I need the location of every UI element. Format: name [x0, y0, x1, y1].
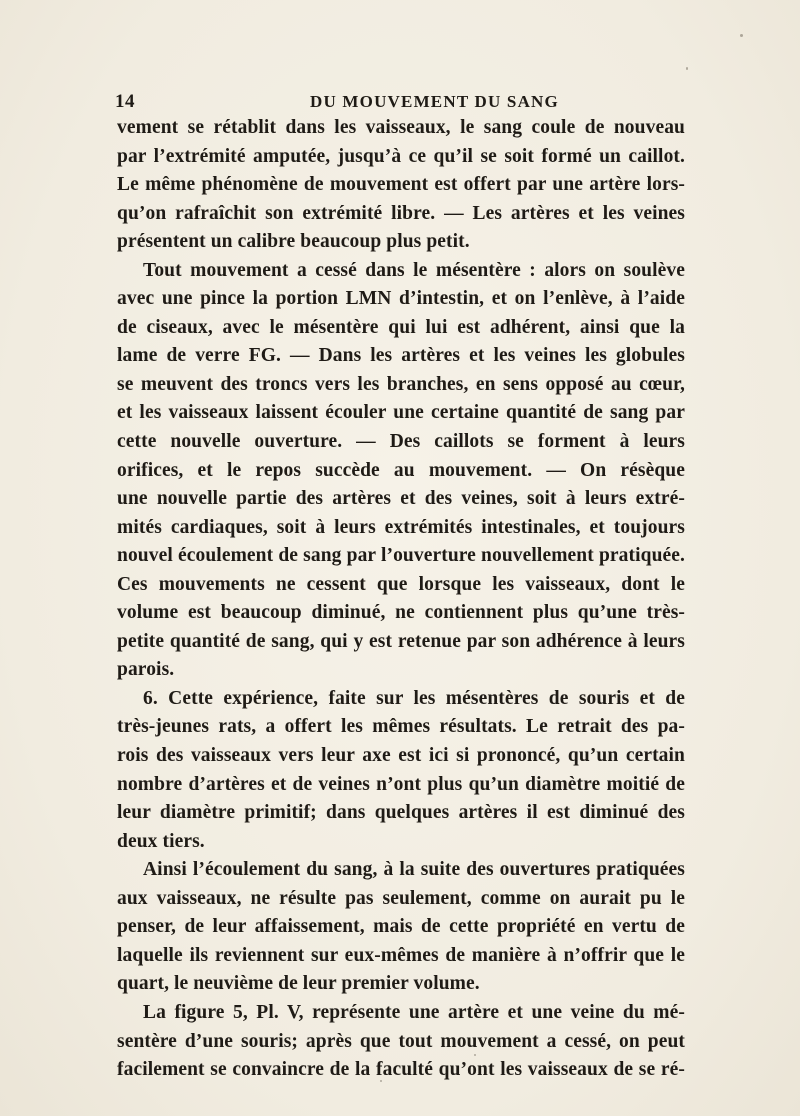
text-line: cette nouvelle ouverture. — Des caillots se forment à leurs — [117, 431, 685, 453]
text-line: nombre d’artères et de veines n’ont plus qu’un diamètre moitié de — [117, 773, 685, 795]
paper-speck — [740, 34, 743, 37]
text-line: La figure 5, Pl. V, représente une artère et une veine du mé- — [143, 1001, 685, 1023]
text-line: Le même phénomène de mouvement est offert par une artère lors- — [117, 174, 685, 196]
text-line: Ces mouvements ne cessent que lorsque les vaisseaux, dont le — [117, 573, 685, 595]
text-line: avec une pince la portion LMN d’intestin, et on l’enlève, à l’aide — [117, 288, 685, 310]
text-line: volume est beaucoup diminué, ne contiennent plus qu’une très- — [117, 602, 685, 624]
text-line: présentent un calibre beaucoup plus petit. — [117, 231, 470, 253]
text-line: sentère d’une souris; après que tout mouvement a cessé, on peut — [117, 1030, 685, 1052]
text-line: facilement se convaincre de la faculté qu’ont les vaisseaux de se ré- — [117, 1059, 685, 1081]
text-line: vement se rétablit dans les vaisseaux, le sang coule de nouveau — [117, 117, 685, 138]
text-line: qu’on rafraîchit son extrémité libre. — Les artères et les veines — [117, 202, 685, 224]
text-line: 6. Cette expérience, faite sur les mésentères de souris et de — [143, 687, 685, 709]
text-line: deux tiers. — [117, 830, 205, 852]
running-head: DU MOUVEMENT DU SANG — [310, 92, 559, 111]
page-header — [115, 91, 675, 115]
page-number: 14 — [115, 91, 135, 112]
text-line: penser, de leur affaissement, mais de cette propriété en vertu de — [117, 916, 685, 938]
text-line: parois. — [117, 659, 175, 681]
text-line: et les vaisseaux laissent écouler une certaine quantité de sang par — [117, 402, 685, 424]
text-line: mités cardiaques, soit à leurs extrémités intestinales, et toujours — [117, 516, 685, 538]
text-line: par l’extrémité amputée, jusqu’à ce qu’il se soit formé un caillot. — [117, 145, 685, 167]
text-line: orifices, et le repos succède au mouvement. — On résèque — [117, 459, 685, 481]
text-line: une nouvelle partie des artères et des veines, soit à leurs extré- — [117, 488, 685, 510]
text-line: quart, le neuvième de leur premier volume. — [117, 973, 480, 995]
text-line: rois des vaisseaux vers leur axe est ici si prononcé, qu’un certain — [117, 745, 685, 767]
text-line: aux vaisseaux, ne résulte pas seulement, comme on aurait pu le — [117, 887, 685, 909]
paper-speck — [474, 1054, 476, 1056]
paper-speck — [686, 67, 688, 70]
text-line: petite quantité de sang, qui y est retenue par son adhérence à leurs — [117, 630, 685, 652]
text-line: leur diamètre primitif; dans quelques artères il est diminué des — [117, 802, 685, 824]
text-line: très-jeunes rats, a offert les mêmes résultats. Le retrait des pa- — [117, 716, 685, 738]
text-line: de ciseaux, avec le mésentère qui lui est adhérent, ainsi que la — [117, 316, 685, 338]
text-line: Tout mouvement a cessé dans le mésentère : alors on soulève — [143, 259, 685, 281]
paper-speck — [380, 1080, 382, 1082]
text-line: Ainsi l’écoulement du sang, à la suite des ouvertures pratiquées — [143, 859, 685, 881]
text-line: se meuvent des troncs vers les branches, en sens opposé au cœur, — [117, 373, 685, 395]
text-line: nouvel écoulement de sang par l’ouverture nouvellement pratiquée. — [117, 545, 685, 567]
text-line: laquelle ils reviennent sur eux-mêmes de manière à n’offrir que le — [117, 944, 685, 966]
body-text — [117, 114, 685, 1085]
text-line: lame de verre FG. — Dans les artères et les veines les globules — [117, 345, 685, 367]
